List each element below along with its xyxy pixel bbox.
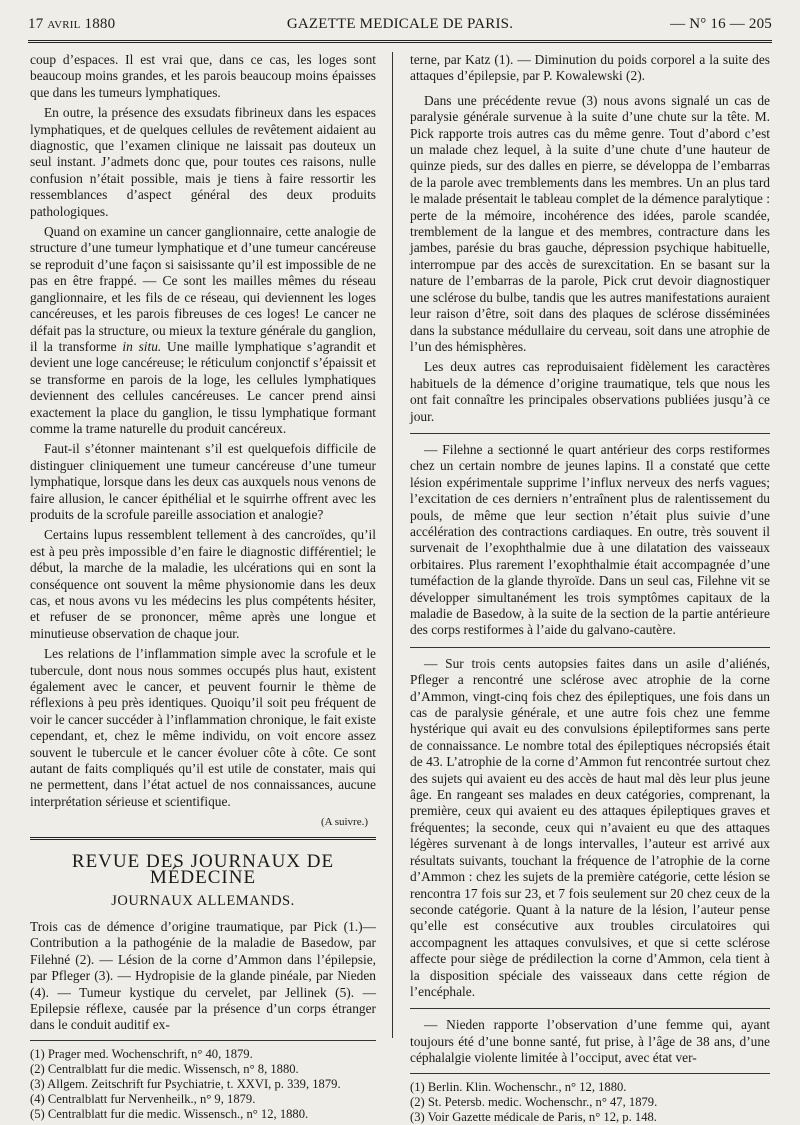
right-paragraph-1: Dans une précédente revue (3) nous avons signalé un cas de paralysie générale survenue à la suite d’une chute sur la tête. M. Pick rapporte trois autres cas du même genre. Tout d’abord c’est un malade chez lequel, à la suite d’une chute d’une hauteur de quinze pieds, sur des dalles en pierre, se développa de l’embarras de la parole avec tremblements dans les membres. Un an plus tard le malade présentait le tableau complet de la démence paralytique : perte de la mémoire, incohérence des idées, parole scandée, tremblement de la langue et des membres, contracture dans les jambes, parésie du bras gauche, dépression psychique habituelle, interrompue par des accès de surexcitation. En se basant sur la nature de l’embarras de la parole, Pick crut devoir diagnostiquer une sclérose du bulbe, tandis que les autres manifestations auraient leur raison d’être, soit dans des plaques de sclérose disséminées dans la substance médullaire du cerveau, soit dans une atrophie de l’un des hémisphères.	[410, 92, 770, 354]
header-title: GAZETTE MEDICALE DE PARIS.	[286, 16, 514, 32]
right-paragraph-3: — Filehne a sectionné le quart antérieur des corps restiformes chez un certain nombre de jeunes lapins. Il a constaté que cette lésion expérimentale supprime l’influx nerveux des nerfs vagues; l’excitation de ces derniers n’entraînent plus de ralentissement du pouls, de même que leur section n’était plus suivie d’une accélération des contractions cardiaques. En outre, très souvent il survenait de l’exophthalmie due à une dilatation des vaisseaux orbitaires. Plus rarement l’exophthalmie était accompagnée d’une tuméfaction de la glande thyroïde. Dans un seul cas, Filehne vit se développer simultanément les trois symptômes capitaux de la maladie de Basedow, à la suite de la section de la partie antérieure des corps restiformes à l’aide du galvano-cautère.	[410, 441, 770, 638]
left-column	[30, 52, 376, 1122]
right-column	[410, 52, 770, 1125]
footnote: (3) Allgem. Zeitschrift fur Psychiatrie, t. XXVI, p. 339, 1879.	[30, 1076, 341, 1091]
section-subtitle: JOURNAUX ALLEMANDS.	[111, 892, 295, 909]
footnote-rule	[410, 1073, 770, 1074]
right-paragraph-5: — Nieden rapporte l’observation d’une femme qui, ayant toujours été d’une bonne santé, fut prise, à l’âge de 38 ans, d’une céphalalgie violente limitée à l’occiput, avec état ver-	[410, 1017, 770, 1066]
section-summary: Trois cas de démence d’origine traumatique, par Pick (1.)— Contribution a la pathogénie de la maladie de Basedow, par Filehné (2). — Lésion de la corne d’Ammon dans l’épilepsie, par Pfleger (3). — Hydropisie de la glande pinéale, par Nieden (4). — Tumeur kystique du cervelet, par Jellinek (5). — Epilepsie réflexe, causée par la présence d’un corps étranger dans le conduit auditif ex-	[30, 918, 376, 1033]
column-divider	[392, 52, 393, 1038]
left-paragraph-6: Les relations de l’inflammation simple avec la scrofule et le tubercule, dont nous nous sommes occupés plus haut, existent également avec le cancer, et peuvent fournir le thème de réflexions à peu près identiques. Quoiqu’il soit peu fréquent de voir le cancer succéder à l’inflammation chronique, le fait existe cependant, et, chez le même individu, on voit encore assez souvent le tubercule et le cancer évoluer côte à côte. Ce sont autant de faits compliqués qu’il est utile de constater, mais qui ne permettent, dans l’état actuel de nos connaissances, aucune interprétation sérieuse et scientifique.	[30, 646, 376, 809]
section-title: REVUE DES JOURNAUX DE MÉDECINE	[71, 850, 335, 889]
in-situ-italic: in situ.	[122, 338, 162, 354]
running-header	[28, 14, 772, 38]
footnote: (4) Centralblatt fur Nervenheilk., n° 9, 1879.	[30, 1091, 256, 1106]
footnote: (1) Prager med. Wochenschrift, n° 40, 1879.	[30, 1046, 253, 1061]
footnote-rule	[30, 1040, 376, 1041]
left-paragraph-5: Certains lupus ressemblent tellement à des cancroïdes, qu’il est à peu près impossible d’en faire le diagnostic différentiel; le début, la marche de la maladie, les ulcérations qui en sont la conséquence ont souvent la même physionomie dans les deux cas, et nous avons vu les médecins les plus compétents hésiter, et refuser de se prononcer, même après une longue et minutieuse observation de chaque jour.	[30, 527, 376, 641]
header-page-number: — N° 16 — 205	[670, 16, 772, 32]
a-suivre: (A suivre.)	[320, 816, 368, 829]
footnote: (3) Voir Gazette médicale de Paris, n° 12, p. 148.	[410, 1109, 657, 1124]
left-paragraph-4: Faut-il s’étonner maintenant s’il est quelquefois difficile de distinguer cliniquement une tumeur cancéreuse d’une tumeur lymphatique, lorsque dans les deux cas auxquels nous venons de faire allusion, le cancer épithélial et le squirrhe offrent avec les produits de la scrofule pareille association et analogie?	[30, 441, 376, 522]
header-date: 17 avril 1880	[28, 16, 116, 32]
right-paragraph-2: Les deux autres cas reproduisaient fidèlement les caractères habituels de la démence d’origine traumatique, tels que nous les ont fait connaître les principales observations publiées jusqu’à ce jour.	[410, 359, 770, 424]
right-paragraph-0: terne, par Katz (1). — Diminution du poids corporel a la suite des attaques d’épilepsie, par P. Kowalewski (2).	[410, 52, 770, 84]
paragraph-rule	[410, 433, 770, 434]
paragraph-rule	[410, 647, 770, 648]
right-paragraph-4: — Sur trois cents autopsies faites dans un asile d’aliénés, Pfleger a rencontré une sclérose avec atrophie de la corne d’Ammon, vingt-cinq fois chez des épileptiques, une fois dans un cas de paralysie générale, et une autre fois chez une femme hystérique qui avait eu des convulsions épileptiformes sans perte de connaissance. Le nombre total des épileptiques nécropsiés était de 43. L’atrophie de la corne d’Ammon fut rencontrée surtout chez des sujets qui avaient eu des accès de haut mal dès leur plus jeune âge. En rangeant ses malades en deux catégories, comprenant, la première, ceux qui avaient eu des attaques épileptiques graves et fréquentes; la seconde, ceux qui n’avaient eu que des attaques légères survenant à de longs intervalles, l’auteur est arrivé aux résultats suivants, touchant la fréquence de l’atrophie de la corne d’Ammon : chez les sujets de la première catégorie, cette lésion se rencontra 17 fois sur 23, et 7 fois seulement sur 20 chez ceux de la seconde catégorie. Quant à la nature de la lésion, l’auteur pense qu’elle est consécutive aux troubles circulatoires qui accompagnent les attaques convulsives, et que si cette sclérose affecte pour siège de prédilection la corne d’Ammon, cela tient à la disposition spéciale des vaisseaux dans cette région de l’encéphale.	[410, 655, 770, 999]
footnote: (5) Centralblatt fur die medic. Wissensch., n° 12, 1880.	[30, 1106, 309, 1121]
header-rule	[28, 40, 772, 43]
left-paragraph-3-b: Une maille lymphatique s’agrandit et devient une loge cancéreuse; le réticulum conjonctif s’épaissit et se transforme en parois de la loge, les cellules lymphatiques deviennent des cellules cancéreuses. Le cancer prend ainsi exactement la place du ganglion, le tissu lymphatique formant comme la trame naturelle du produit cancéreux.	[30, 338, 376, 436]
section-rule	[30, 837, 376, 840]
paragraph-rule	[410, 1008, 770, 1009]
left-paragraph-3-a: Quand on examine un cancer ganglionnaire, cette analogie de structure d’une tumeur lymphatique et d’une tumeur cancéreuse se reproduit d’une façon si saisissante qu’il est impossible de ne pas en être frappé. — Ce sont les mailles mêmes du réseau ganglionnaire, et les fils de ce réseau, qui deviennent les loges cancéreuses, et les parois fibreuses de ces loges! Le cancer ne défait pas la structure, ou mieux la texture générale du ganglion, il la transforme	[30, 224, 376, 354]
footnote: (2) Centralblatt fur die medic. Wissensch, n° 8, 1880.	[30, 1061, 299, 1076]
footnote: (1) Berlin. Klin. Wochenschr., n° 12, 1880.	[410, 1079, 627, 1094]
left-paragraph-1: coup d’espaces. Il est vrai que, dans ce cas, les loges sont beaucoup moins grandes, et les parois beaucoup moins épaisses que dans les tumeurs lymphatiques.	[30, 52, 376, 100]
left-paragraph-2: En outre, la présence des exsudats fibrineux dans les espaces lymphatiques, et de quelques cellules de revêtement aidaient au diagnostic, que l’examen clinique ne laissait pas douteux un seul instant. J’admets donc que, pour toutes ces raisons, nulle confusion n’était possible, mais je tiens à faire ressortir les ressemblances d’aspect général des deux produits pathologiques.	[30, 105, 376, 219]
left-paragraph-3	[30, 224, 376, 437]
footnote: (2) St. Petersb. medic. Wochenschr., n° 47, 1879.	[410, 1094, 658, 1109]
